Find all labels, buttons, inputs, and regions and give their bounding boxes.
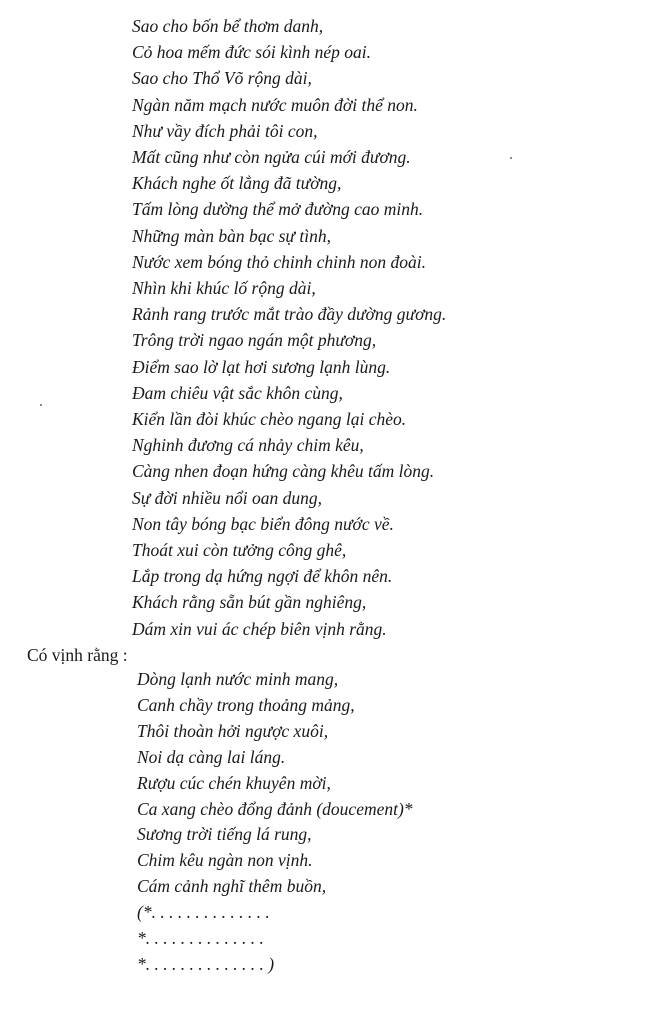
verse-block-1: [132, 13, 446, 642]
verse-line: Sao cho bốn bể thơm danh,: [132, 16, 324, 36]
section-heading: Có vịnh rằng :: [27, 645, 128, 665]
verse-line: *. . . . . . . . . . . . . . ): [137, 953, 275, 974]
verse-line: Khách nghe ốt lẳng đã tường,: [132, 173, 342, 194]
verse-line: Chim kêu ngàn non vịnh.: [137, 850, 313, 871]
scan-speck: [40, 404, 42, 406]
verse-line: Như vầy đích phải tôi con,: [132, 120, 318, 141]
verse-line: (*. . . . . . . . . . . . . .: [137, 902, 270, 923]
verse-line: Nước xem bóng thỏ chinh chinh non đoài.: [132, 251, 426, 272]
verse-line: Lắp trong dạ hứng ngợi để khôn nên.: [132, 566, 393, 587]
verse-line: Khách rằng sẵn bút gần nghiêng,: [132, 592, 367, 613]
verse-line: Canh chầy trong thoảng mảng,: [137, 694, 355, 715]
verse-line: *. . . . . . . . . . . . . .: [137, 928, 264, 949]
verse-line: Đam chiêu vật sắc khôn cùng,: [132, 382, 343, 403]
verse-line: Sương trời tiếng lá rung,: [137, 824, 312, 845]
verse-line: Rượu cúc chén khuyên mời,: [137, 772, 331, 793]
verse-line: Non tây bóng bạc biển đông nước về.: [132, 513, 394, 534]
verse-line: Càng nhen đoạn hứng càng khêu tấm lòng.: [132, 461, 435, 482]
verse-line: Sự đời nhiều nổi oan dung,: [132, 487, 322, 508]
verse-line: Những màn bàn bạc sự tình,: [132, 225, 331, 246]
scan-speck: [510, 157, 512, 159]
verse-line: Kiển lần đòi khúc chèo ngang lại chèo.: [132, 409, 407, 430]
verse-line: Mất cũng như còn ngửa cúi mới đương.: [132, 147, 411, 168]
verse-line: Sao cho Thổ Võ rộng dài,: [132, 68, 312, 89]
verse-line: Nghinh đương cá nhảy chim kêu,: [132, 435, 364, 456]
verse-line: Ngàn năm mạch nước muôn đời thể non.: [132, 94, 418, 115]
verse-line: Thoát xui còn tưởng công ghê,: [132, 540, 347, 561]
verse-line: Rảnh rang trước mắt trào đầy dường gương.: [132, 304, 447, 325]
verse-line: Noi dạ càng lai láng.: [137, 746, 286, 767]
verse-line: Cám cảnh nghĩ thêm buồn,: [137, 876, 327, 897]
verse-line: Nhìn khi khúc lố rộng dài,: [132, 278, 316, 299]
verse-line: Ca xang chèo đổng đảnh (doucement)*: [137, 798, 413, 819]
verse-line: Trông trời ngao ngán một phương,: [132, 330, 377, 351]
verse-line: Dòng lạnh nước minh mang,: [137, 669, 339, 689]
verse-line: Dám xin vui ác chép biên vịnh rằng.: [132, 618, 387, 639]
verse-block-2: [137, 667, 413, 978]
verse-line: Thôi thoàn hởi ngược xuôi,: [137, 720, 329, 741]
verse-line: Cỏ hoa mếm đức sói kình nép oai.: [132, 42, 371, 63]
verse-line: Tấm lòng dường thể mở đường cao minh.: [132, 199, 424, 220]
verse-line: Điểm sao lờ lạt hơi sương lạnh lùng.: [132, 356, 391, 377]
